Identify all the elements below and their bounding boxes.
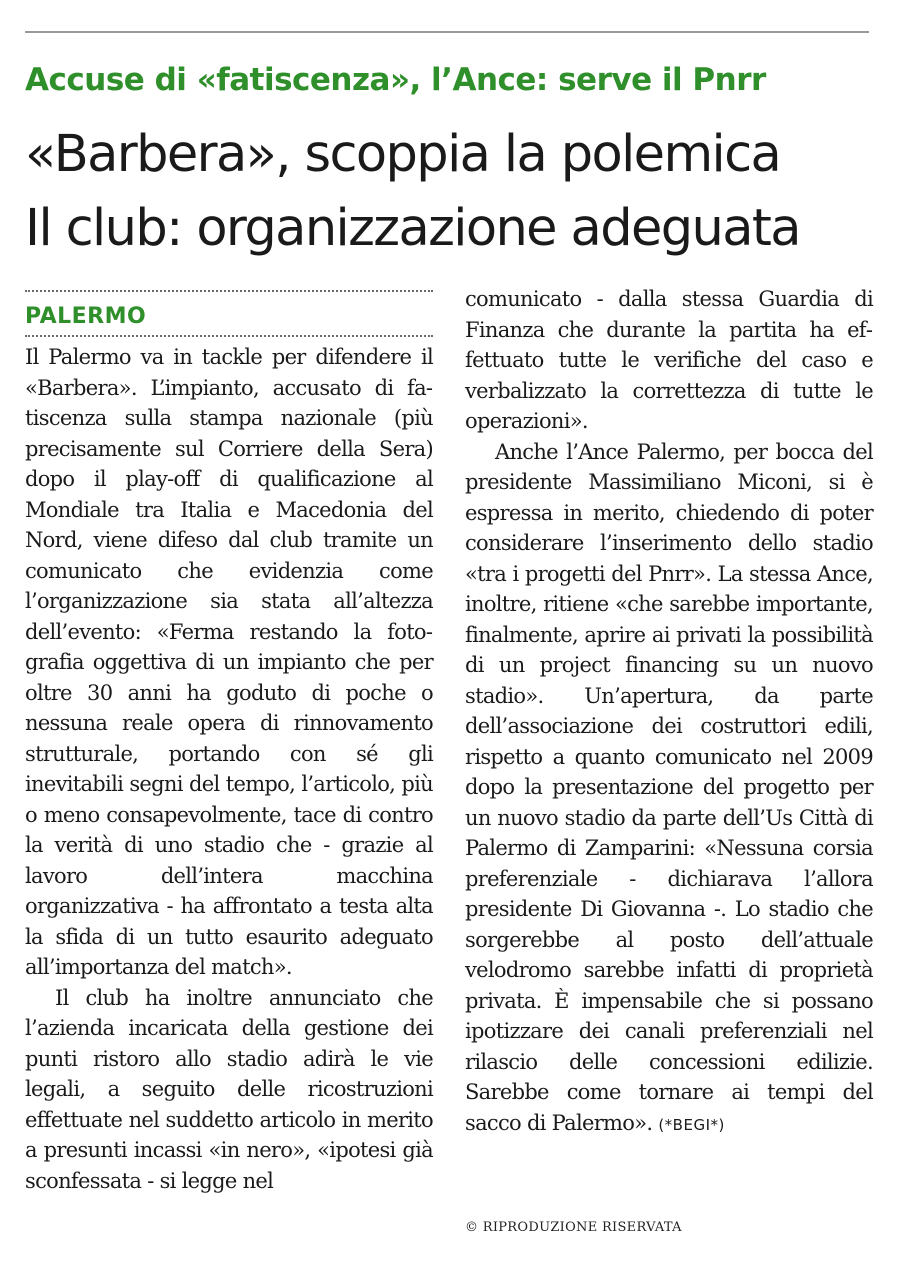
headline-line-2: Il club: organizzazione adeguata: [25, 199, 800, 258]
right-paragraph-2-text: Anche l’Ance Palermo, per bocca del presidente Massimiliano Miconi, si è espressa in merito, chiedendo di poter considerare l’inserimento dello stadio «tra i progetti del Pnrr». La stessa Ance, inoltre, ritiene «che sarebbe importante, finalmente, aprire ai privati la possibilità di un project financing su un nuovo stadio». Un’apertura, da parte dell’associazione dei costruttori edili, rispetto a quanto comunicato nel 2009 dopo la presentazione del progetto per un nuovo stadio da parte dell’Us Città di Palermo di Zamparini: «Nessuna corsia preferenziale - dichiarava l’allora presidente Di Giovanna -. Lo stadio che sorgerebbe al posto dell’attuale velodromo sarebbe infatti di proprietà privata. È impensabile che si possano ipotizzare dei canali preferenziali nel rilascio delle concessioni edilizie. Sarebbe come tornare ai tempi del sacco di Palermo».: [465, 439, 873, 1135]
article-headline: [25, 118, 885, 266]
dateline-rule-bottom: [25, 335, 433, 337]
headline-line-1: «Barbera», scoppia la polemica: [25, 125, 781, 184]
copyright-notice: © RIPRODUZIONE RISERVATA: [465, 1220, 682, 1235]
top-rule: [25, 31, 869, 33]
author-signature: (*BEGI*): [658, 1115, 725, 1134]
dateline: PALERMO: [25, 304, 147, 329]
left-paragraph-2: Il club ha inoltre annunciato che l’azienda incaricata della gestione dei punti ristoro allo stadio adirà le vie legali, a seguito delle ricostruzioni effettuate nel suddetto articolo in merito a presunti incassi «in nero», «ipotesi già sconfessata - si legge nel: [25, 985, 433, 1193]
right-paragraph-2: [465, 437, 873, 1141]
right-column: [465, 284, 873, 1140]
article-kicker: Accuse di «fatiscenza», l’Ance: serve il Pnrr: [25, 62, 766, 98]
right-paragraph-1: comunicato - dalla stessa Guardia di Finanza che durante la partita ha effettuato tutte le verifiche del caso e verbalizzato la correttezza di tutte le operazioni».: [465, 287, 873, 433]
left-paragraph-1: Il Palermo va in tackle per difendere il «Barbera». L’impianto, accusato di fatiscenza sulla stampa nazionale (più precisamente sul Corriere della Sera) dopo il play-off di qualificazione al Mondiale tra Italia e Macedonia del Nord, viene difeso dal club tramite un comunicato che evidenzia come l’organizzazione sia stata all’altezza dell’evento: «Ferma restando la fotografia oggettiva di un impianto che per oltre 30 anni ha goduto di poche o nessuna reale opera di rinnovamento strutturale, portando con sé gli inevitabili segni del tempo, l’articolo, più o meno consapevolmente, tace di contro la verità di uno stadio che - grazie al lavoro dell’intera macchina organizzativa - ha affrontato a testa alta la sfida di un tutto esaurito adeguato all’importanza del match».: [25, 345, 433, 979]
dateline-rule-top: [25, 290, 433, 292]
left-column: [25, 342, 433, 1196]
